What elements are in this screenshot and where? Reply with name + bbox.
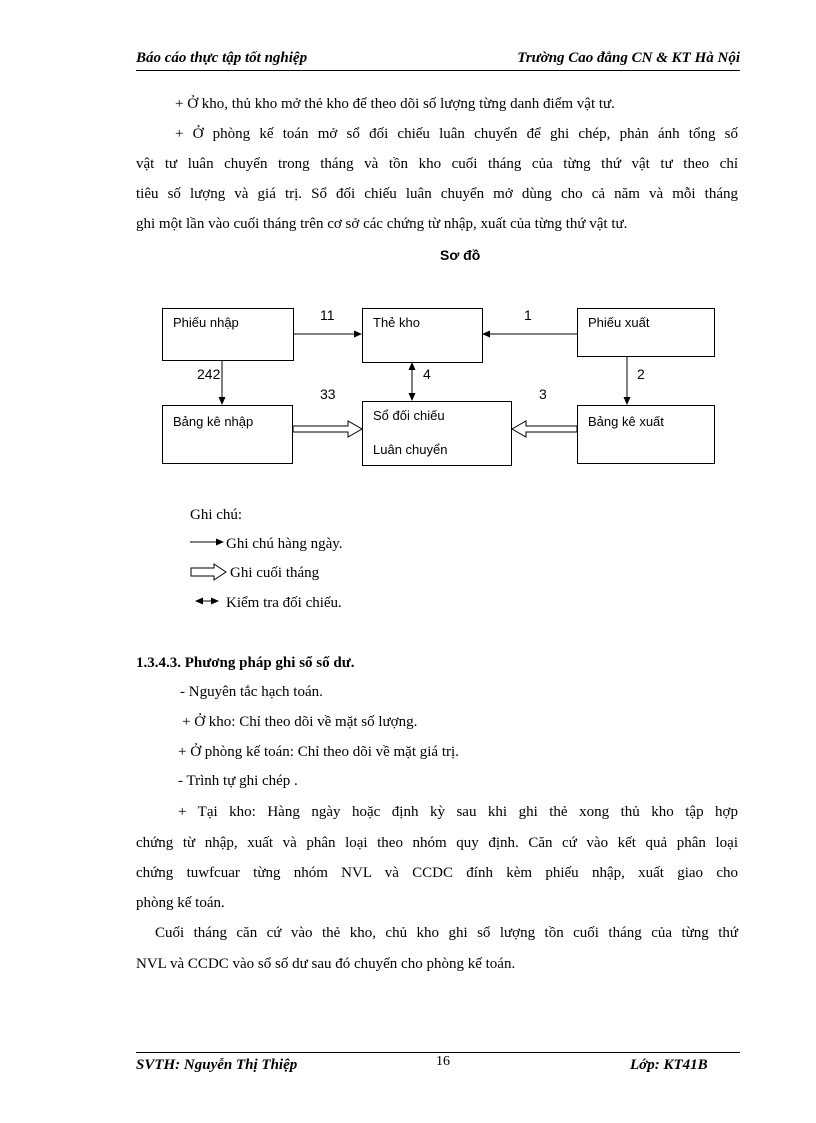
paragraph-accounting-line-2: vật tư luân chuyển trong tháng và tồn kho cuối tháng của từng thứ vật tư theo chỉ: [136, 156, 738, 172]
footer-class: Lớp: KT41B: [630, 1057, 708, 1073]
paragraph-accounting-line-3: tiêu số lượng và giá trị. Sổ đối chiếu luân chuyển mở dùng cho cả năm và mỗi tháng: [136, 186, 738, 202]
diagram-label-242: 242: [197, 366, 221, 382]
section-line-accounting: + Ở phòng kế toán: Chỉ theo dõi về mặt giá trị.: [178, 744, 459, 760]
section-line-warehouse: + Ở kho: Chỉ theo dõi về mặt số lượng.: [182, 714, 418, 730]
section-para2-line-2: NVL và CCDC vào sổ số dư sau đó chuyển cho phòng kế toán.: [136, 956, 516, 972]
footer-page-number: 16: [436, 1054, 450, 1069]
section-heading: 1.3.4.3. Phương pháp ghi sổ số dư.: [136, 655, 355, 671]
paragraph-warehouse: + Ở kho, thủ kho mở thẻ kho để theo dõi số lượng từng danh điểm vật tư.: [175, 96, 615, 112]
paragraph-accounting-line-4: ghi một lần vào cuối tháng trên cơ sở các chứng từ nhập, xuất của từng thứ vật tư.: [136, 216, 628, 232]
box-so-doi-chieu-label-1: Sổ đối chiếu: [373, 408, 445, 423]
box-bang-ke-nhap-label: Bảng kê nhập: [173, 414, 254, 429]
section-para1-line-3: chứng tuwfcuar từng nhóm NVL và CCDC đính kèm phiếu nhập, xuất giao cho: [136, 865, 738, 881]
section-para1-line-2: chứng từ nhập, xuất và phân loại theo nhóm quy định. Căn cứ vào kết quả phân loại: [136, 835, 738, 851]
legend-daily: Ghi chú hàng ngày.: [226, 536, 343, 552]
header-report-title: Báo cáo thực tập tốt nghiệp: [136, 50, 308, 66]
legend-check: Kiểm tra đối chiếu.: [226, 595, 342, 611]
diagram-label-3: 3: [539, 386, 547, 402]
header-school-name: Trường Cao đẳng CN & KT Hà Nội: [517, 50, 740, 66]
box-bang-ke-xuat-label: Bảng kê xuất: [588, 414, 664, 429]
section-para2-line-1: Cuối tháng căn cứ vào thẻ kho, chủ kho ghi số lượng tồn cuối tháng của từng thứ: [155, 925, 738, 941]
paragraph-accounting-line-1: + Ở phòng kế toán mở sổ đối chiếu luân chuyển để ghi chép, phản ánh tổng số: [175, 126, 738, 142]
legend-month-end-arrow-icon: [191, 564, 226, 580]
diagram-label-4: 4: [423, 366, 431, 382]
box-phieu-nhap-label: Phiếu nhập: [173, 315, 239, 330]
diagram-label-33: 33: [320, 386, 336, 402]
section-para1-line-1: + Tại kho: Hàng ngày hoặc định kỳ sau khi ghi thẻ xong thủ kho tập hợp: [178, 804, 738, 820]
section-line-principle: - Nguyên tắc hạch toán.: [180, 684, 323, 700]
footer-student: SVTH: Nguyễn Thị Thiệp: [136, 1057, 298, 1073]
section-para1-line-4: phòng kế toán.: [136, 895, 225, 911]
diagram-label-11: 11: [320, 307, 335, 323]
section-line-procedure: - Trình tự ghi chép .: [178, 773, 298, 789]
box-the-kho-label: Thẻ kho: [373, 315, 420, 330]
legend-title: Ghi chú:: [190, 507, 243, 523]
diagram-label-1: 1: [524, 307, 532, 323]
legend-month-end: Ghi cuối tháng: [230, 565, 320, 581]
box-phieu-xuat-label: Phiếu xuất: [588, 315, 650, 330]
box-so-doi-chieu-label-2: Luân chuyển: [373, 442, 448, 457]
diagram-label-2: 2: [637, 366, 645, 382]
diagram-title: Sơ đồ: [440, 247, 481, 263]
